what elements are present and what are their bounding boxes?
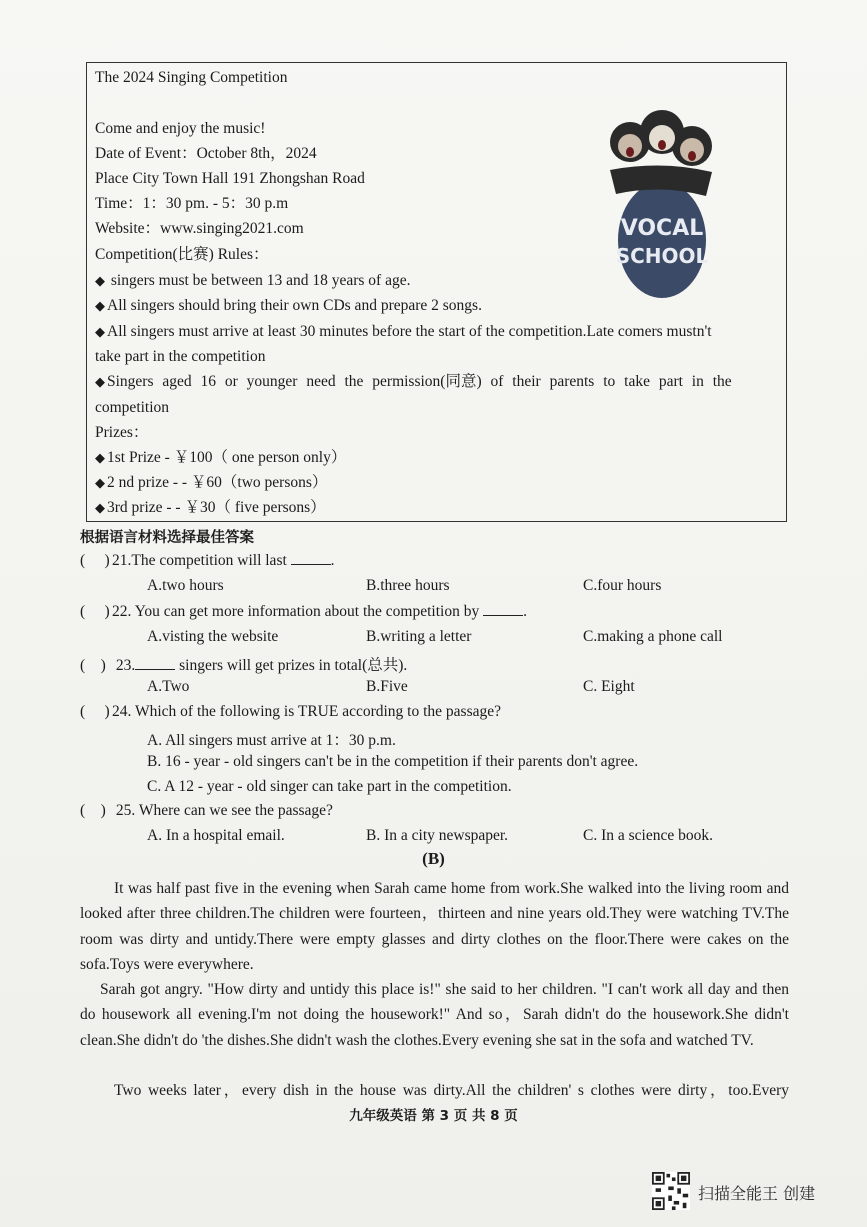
- answer-blank[interactable]: [291, 552, 331, 565]
- rule-item-continued: take part in the competition: [95, 348, 266, 365]
- question-24: ( ) 24. Which of the following is TRUE according to the passage?: [80, 703, 502, 720]
- diamond-bullet-icon: ◆: [95, 451, 105, 466]
- qr-code-icon: [652, 1172, 690, 1210]
- option-b[interactable]: B. 16 - year - old singers can't be in the competition if their parents don't agree.: [147, 753, 639, 770]
- section-heading: (B): [422, 849, 445, 868]
- page-footer: 九年级英语 第 3 页 共 8 页: [349, 1108, 518, 1124]
- answer-blank[interactable]: [483, 603, 523, 616]
- diamond-bullet-icon: ◆: [95, 299, 105, 314]
- svg-text:SCHOOL: SCHOOL: [615, 244, 709, 268]
- option-c[interactable]: C.four hours: [583, 577, 662, 594]
- notice-title: The 2024 Singing Competition: [95, 69, 288, 86]
- passage-paragraph: It was half past five in the evening when Sarah came home from work.She walked into the living room and looked after three children.The children were fourteen，thirteen and nine years old.They were watching TV.The room was dirty and untidy.There were empty glasses and dirty clothes on the floor.There were cakes on the sofa.Toys were everywhere.: [80, 880, 789, 973]
- answer-bracket[interactable]: ( ): [80, 657, 106, 674]
- option-a[interactable]: A.visting the website: [147, 628, 279, 645]
- svg-text:VOCAL: VOCAL: [620, 216, 704, 241]
- option-c[interactable]: C. Eight: [583, 678, 635, 695]
- rule-item: ◆ singers must be between 13 and 18 years of age.: [95, 272, 411, 289]
- diamond-bullet-icon: ◆: [95, 476, 105, 491]
- passage-paragraph: Two weeks later，every dish in the house was dirty.All the children' s clothes were dirty，too.Every: [114, 1082, 789, 1099]
- option-c[interactable]: C. A 12 - year - old singer can take part in the competition.: [147, 778, 512, 795]
- prize-item: ◆ 2 nd prize - - ￥60（two persons）: [95, 474, 328, 491]
- notice-date: Date of Event：October 8th，2024: [95, 145, 317, 162]
- option-b[interactable]: B. In a city newspaper.: [366, 827, 509, 844]
- option-c[interactable]: C. In a science book.: [583, 827, 713, 844]
- vocal-school-logo: [600, 100, 720, 300]
- rule-item-continued: competition: [95, 399, 170, 416]
- question-22: ( ) 22. You can get more information about the competition by .: [80, 603, 527, 620]
- notice-place: Place City Town Hall 191 Zhongshan Road: [95, 170, 365, 187]
- option-c[interactable]: C.making a phone call: [583, 628, 723, 645]
- option-a[interactable]: A. In a hospital email.: [147, 827, 285, 844]
- rule-item: ◆ All singers should bring their own CDs and prepare 2 songs.: [95, 297, 482, 314]
- diamond-bullet-icon: ◆: [95, 501, 105, 516]
- scanner-watermark: [652, 1172, 852, 1212]
- diamond-bullet-icon: ◆: [95, 325, 105, 340]
- prize-item: ◆ 3rd prize - - ￥30（ five persons）: [95, 499, 326, 516]
- option-a[interactable]: A. All singers must arrive at 1：30 p.m.: [147, 732, 396, 749]
- question-23: ( ) 23. singers will get prizes in total(总共).: [80, 657, 408, 674]
- prizes-heading: Prizes：: [95, 424, 149, 441]
- passage-paragraph: Sarah got angry. "How dirty and untidy this place is!" she said to her children. "I can't work all day and then do housework all evening.I'm not doing the housework!" And so，Sarah didn't do the housework.She didn't clean.She didn't do 'the dishes.She didn't wash the clothes.Every evening she sat in the sofa and watched TV.: [80, 981, 789, 1049]
- diamond-bullet-icon: ◆: [95, 375, 105, 390]
- answer-bracket[interactable]: ( ): [80, 552, 110, 569]
- option-a[interactable]: A.two hours: [147, 577, 224, 594]
- instruction: 根据语言材料选择最佳答案: [80, 530, 254, 546]
- prize-item: ◆ 1st Prize - ￥100（ one person only）: [95, 449, 347, 466]
- notice-time: Time：1：30 pm. - 5：30 p.m: [95, 195, 289, 212]
- rule-item: ◆ All singers must arrive at least 30 minutes before the start of the competition.Late comers mustn't: [95, 323, 712, 340]
- answer-bracket[interactable]: ( ): [80, 802, 106, 819]
- notice-intro: Come and enjoy the music!: [95, 120, 266, 137]
- question-25: ( ) 25. Where can we see the passage?: [80, 802, 333, 819]
- rule-item: ◆ Singers aged 16 or younger need the permission(同意) of their parents to take part in the: [95, 373, 732, 390]
- option-b[interactable]: B.Five: [366, 678, 408, 695]
- rules-heading: Competition(比赛) Rules：: [95, 246, 269, 263]
- option-b[interactable]: B.writing a letter: [366, 628, 472, 645]
- notice-website: Website：www.singing2021.com: [95, 220, 304, 237]
- answer-bracket[interactable]: ( ): [80, 603, 110, 620]
- answer-bracket[interactable]: ( ): [80, 703, 110, 720]
- question-21: ( ) 21.The competition will last .: [80, 552, 335, 569]
- option-b[interactable]: B.three hours: [366, 577, 450, 594]
- scanner-label: 扫描全能王 创建: [698, 1184, 816, 1203]
- option-a[interactable]: A.Two: [147, 678, 190, 695]
- diamond-bullet-icon: ◆: [95, 274, 105, 289]
- answer-blank[interactable]: [135, 657, 175, 670]
